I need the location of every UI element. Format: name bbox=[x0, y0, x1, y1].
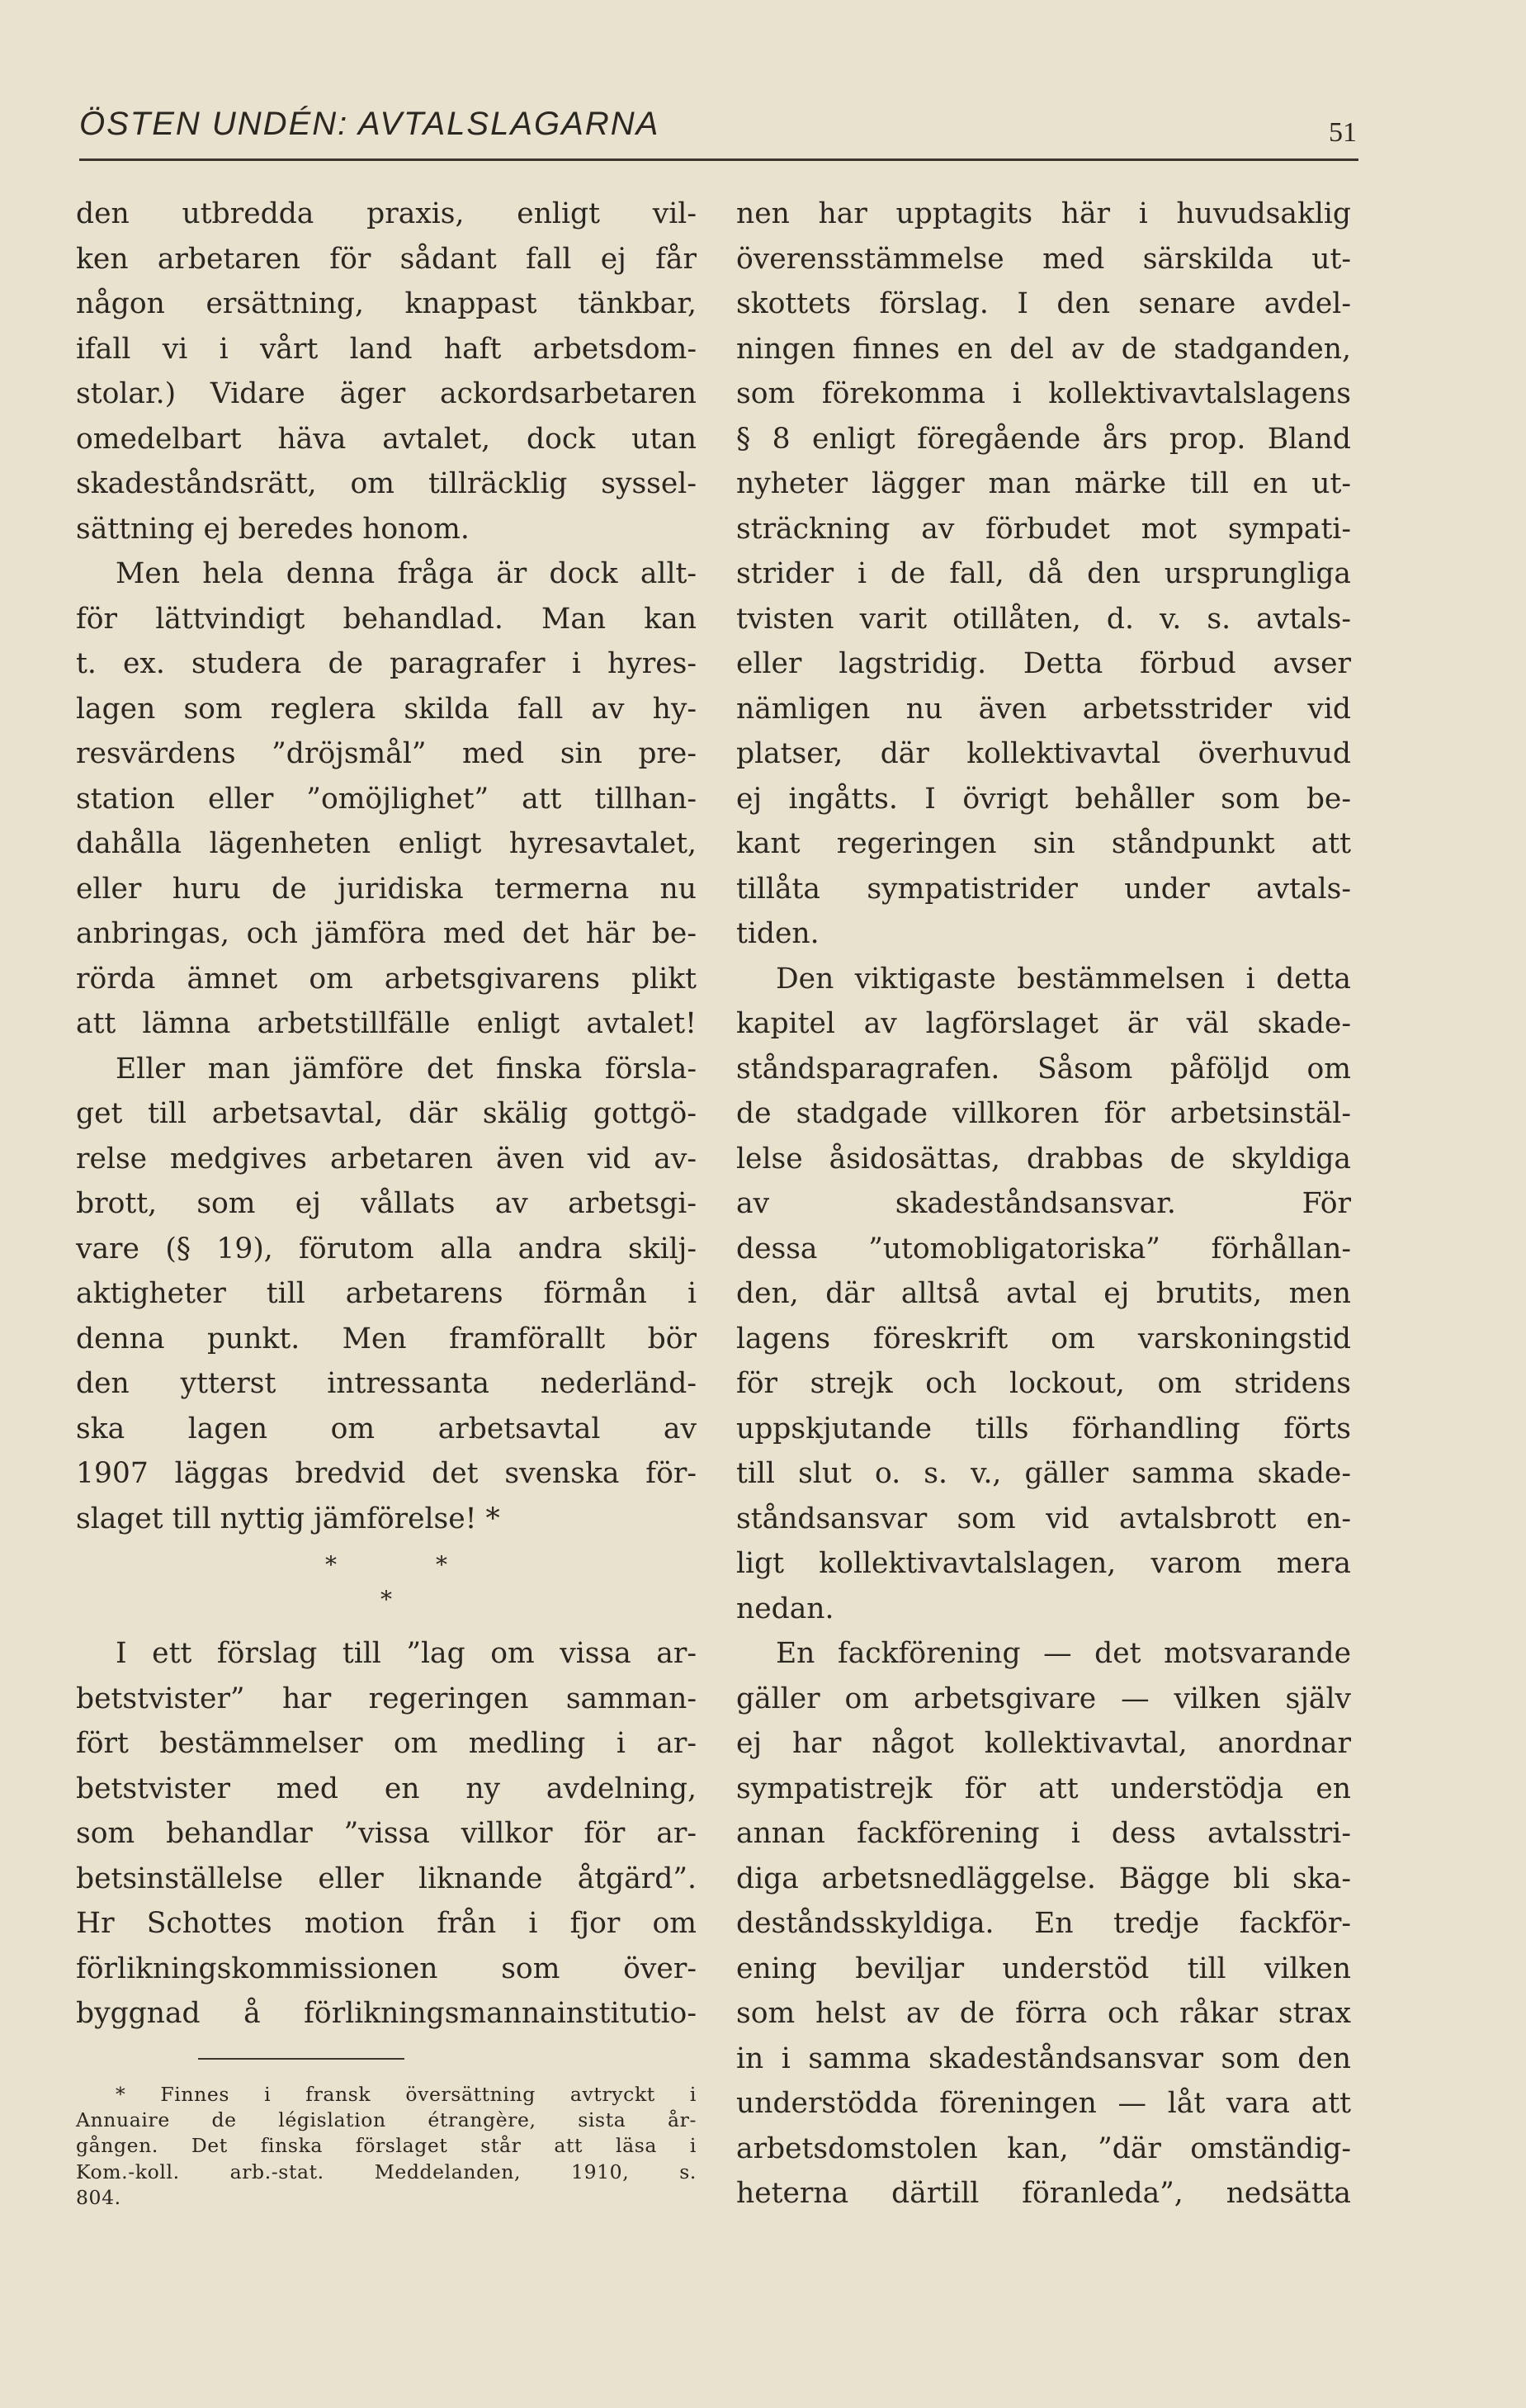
footnote bbox=[76, 2082, 697, 2211]
text-line: tiden. bbox=[736, 917, 820, 950]
text-line: att lämna arbetstillfälle enligt avtalet! bbox=[76, 1007, 697, 1040]
text-line: resvärdens ”dröjsmål” med sin pre- bbox=[76, 737, 697, 770]
text-line: eller huru de juridiska termerna nu bbox=[76, 872, 697, 906]
text-line: anbringas, och jämföra med det här be- bbox=[76, 917, 697, 950]
text-line: § 8 enligt föregående års prop. Bland bbox=[736, 422, 1351, 456]
text-line: kapitel av lagförslaget är väl skade- bbox=[736, 1007, 1351, 1040]
text-line: arbetsdomstolen kan, ”där omständig- bbox=[736, 2131, 1351, 2165]
text-line: sträckning av förbudet mot sympati- bbox=[736, 512, 1351, 546]
text-line: byggnad å förlikningsmannainstitutio- bbox=[76, 1997, 697, 2030]
text-line: relse medgives arbetaren även vid av- bbox=[76, 1142, 697, 1176]
text-line: Eller man jämföre det finska försla- bbox=[116, 1052, 697, 1086]
text-line: strider i de fall, då den ursprungliga bbox=[736, 557, 1351, 590]
text-line: brott, som ej vållats av arbetsgi- bbox=[76, 1187, 697, 1220]
separator-star: * bbox=[325, 1551, 337, 1578]
text-line: för strejk och lockout, om stridens bbox=[736, 1367, 1351, 1400]
text-line: den ytterst intressanta nederländ- bbox=[76, 1367, 697, 1400]
text-line: nen har upptagits här i huvudsaklig bbox=[736, 197, 1351, 230]
text-line: deståndsskyldiga. En tredje fackför- bbox=[736, 1907, 1351, 1940]
text-line: in i samma skadeståndsansvar som den bbox=[736, 2041, 1351, 2075]
text-line: uppskjutande tills förhandling förts bbox=[736, 1412, 1351, 1445]
text-line: denna punkt. Men framförallt bör bbox=[76, 1322, 697, 1355]
text-line: lagen som reglera skilda fall av hy- bbox=[76, 692, 697, 726]
text-line: understödda föreningen — låt vara att bbox=[736, 2087, 1351, 2120]
text-line: slaget till nyttig jämförelse! * bbox=[76, 1502, 500, 1535]
footnote-line: Annuaire de législation étrangère, sista år- bbox=[76, 2108, 697, 2132]
text-line: heterna därtill föranleda”, nedsätta bbox=[736, 2177, 1351, 2210]
text-line: de stadgade villkoren för arbetsinstäl- bbox=[736, 1097, 1351, 1130]
text-line: eller lagstridig. Detta förbud avser bbox=[736, 647, 1351, 680]
page-number: 51 bbox=[1329, 117, 1357, 148]
text-line: En fackförening — det motsvarande bbox=[776, 1637, 1351, 1670]
text-line: stolar.) Vidare äger ackordsarbetaren bbox=[76, 377, 697, 410]
text-line: aktigheter till arbetarens förmån i bbox=[76, 1277, 697, 1310]
text-line: vare (§ 19), förutom alla andra skilj- bbox=[76, 1232, 697, 1266]
text-line: ska lagen om arbetsavtal av bbox=[76, 1412, 697, 1445]
separator-star: * bbox=[380, 1586, 392, 1613]
text-line: get till arbetsavtal, där skälig gottgö- bbox=[76, 1097, 697, 1130]
right-column bbox=[736, 192, 1351, 2216]
text-line: den utbredda praxis, enligt vil- bbox=[76, 197, 697, 230]
text-line: överensstämmelse med särskilda ut- bbox=[736, 242, 1351, 276]
text-line: dahålla lägenheten enligt hyresavtalet, bbox=[76, 827, 697, 860]
running-header: ÖSTEN UNDÉN: AVTALSLAGARNA bbox=[79, 106, 660, 142]
text-line: ken arbetaren för sådant fall ej får bbox=[76, 242, 697, 276]
text-line: fört bestämmelser om medling i ar- bbox=[76, 1727, 697, 1760]
text-line: ej ingåtts. I övrigt behåller som be- bbox=[736, 782, 1351, 816]
text-line: den, där alltså avtal ej brutits, men bbox=[736, 1277, 1351, 1310]
text-line: lelse åsidosättas, drabbas de skyldiga bbox=[736, 1142, 1351, 1176]
text-line: gäller om arbetsgivare — vilken själv bbox=[736, 1682, 1351, 1715]
text-line: omedelbart häva avtalet, dock utan bbox=[76, 422, 697, 456]
left-column bbox=[76, 192, 697, 2037]
text-line: 1907 läggas bredvid det svenska för- bbox=[76, 1457, 697, 1490]
footnote-line: gången. Det finska förslaget står att läsa i bbox=[76, 2134, 697, 2158]
text-line: förlikningskommissionen som över- bbox=[76, 1951, 697, 1985]
text-line: nämligen nu även arbetsstrider vid bbox=[736, 692, 1351, 726]
text-line: som förekomma i kollektivavtalslagens bbox=[736, 377, 1351, 410]
text-line: tvisten varit otillåten, d. v. s. avtals- bbox=[736, 602, 1351, 636]
text-line: lagens föreskrift om varskoningstid bbox=[736, 1322, 1351, 1355]
text-line: ståndsansvar som vid avtalsbrott en- bbox=[736, 1502, 1351, 1535]
text-line: betsinställelse eller liknande åtgärd”. bbox=[76, 1862, 697, 1895]
text-line: betstvister” har regeringen samman- bbox=[76, 1682, 697, 1715]
text-line: platser, där kollektivavtal överhuvud bbox=[736, 737, 1351, 770]
text-line: ening beviljar understöd till vilken bbox=[736, 1951, 1351, 1985]
text-line: sympatistrejk för att understödja en bbox=[736, 1772, 1351, 1805]
header-rule bbox=[79, 158, 1358, 161]
text-line: för lättvindigt behandlad. Man kan bbox=[76, 602, 697, 636]
text-line: som helst av de förra och råkar strax bbox=[736, 1997, 1351, 2030]
text-line: betstvister med en ny avdelning, bbox=[76, 1772, 697, 1805]
text-line: ningen finnes en del av de stadganden, bbox=[736, 332, 1351, 366]
text-line: nedan. bbox=[736, 1592, 834, 1625]
text-line: av skadeståndsansvar. För bbox=[736, 1187, 1351, 1220]
text-line: kant regeringen sin ståndpunkt att bbox=[736, 827, 1351, 860]
text-line: annan fackförening i dess avtalsstri- bbox=[736, 1817, 1351, 1850]
text-line: som behandlar ”vissa villkor för ar- bbox=[76, 1817, 697, 1850]
text-line: ifall vi i vårt land haft arbetsdom- bbox=[76, 332, 697, 366]
text-line: station eller ”omöjlighet” att tillhan- bbox=[76, 782, 697, 816]
text-line: nyheter lägger man märke till en ut- bbox=[736, 467, 1351, 500]
text-line: sättning ej beredes honom. bbox=[76, 512, 470, 546]
footnote-line: 804. bbox=[76, 2185, 121, 2209]
separator-star: * bbox=[436, 1551, 447, 1578]
text-line: någon ersättning, knappast tänkbar, bbox=[76, 287, 697, 320]
footnote-rule bbox=[198, 2058, 404, 2060]
text-line: ståndsparagrafen. Såsom påföljd om bbox=[736, 1052, 1351, 1086]
footnote-line: Kom.-koll. arb.-stat. Meddelanden, 1910, s. bbox=[76, 2160, 697, 2183]
text-line: I ett förslag till ”lag om vissa ar- bbox=[116, 1637, 697, 1670]
text-line: Men hela denna fråga är dock allt- bbox=[116, 557, 697, 590]
text-line: skottets förslag. I den senare avdel- bbox=[736, 287, 1351, 320]
text-line: Den viktigaste bestämmelsen i detta bbox=[776, 962, 1351, 996]
text-line: dessa ”utomobligatoriska” förhållan- bbox=[736, 1232, 1351, 1266]
section-separator bbox=[76, 1541, 697, 1631]
footnote-line: * Finnes i fransk översättning avtryckt i bbox=[116, 2083, 697, 2106]
text-line: t. ex. studera de paragrafer i hyres- bbox=[76, 647, 697, 680]
text-line: till slut o. s. v., gäller samma skade- bbox=[736, 1457, 1351, 1490]
text-line: Hr Schottes motion från i fjor om bbox=[76, 1907, 697, 1940]
text-line: rörda ämnet om arbetsgivarens plikt bbox=[76, 962, 697, 996]
text-line: ej har något kollektivavtal, anordnar bbox=[736, 1727, 1351, 1760]
text-line: skadeståndsrätt, om tillräcklig syssel- bbox=[76, 467, 697, 500]
text-line: diga arbetsnedläggelse. Bägge bli ska- bbox=[736, 1862, 1351, 1895]
text-line: tillåta sympatistrider under avtals- bbox=[736, 872, 1351, 906]
text-line: ligt kollektivavtalslagen, varom mera bbox=[736, 1547, 1351, 1580]
